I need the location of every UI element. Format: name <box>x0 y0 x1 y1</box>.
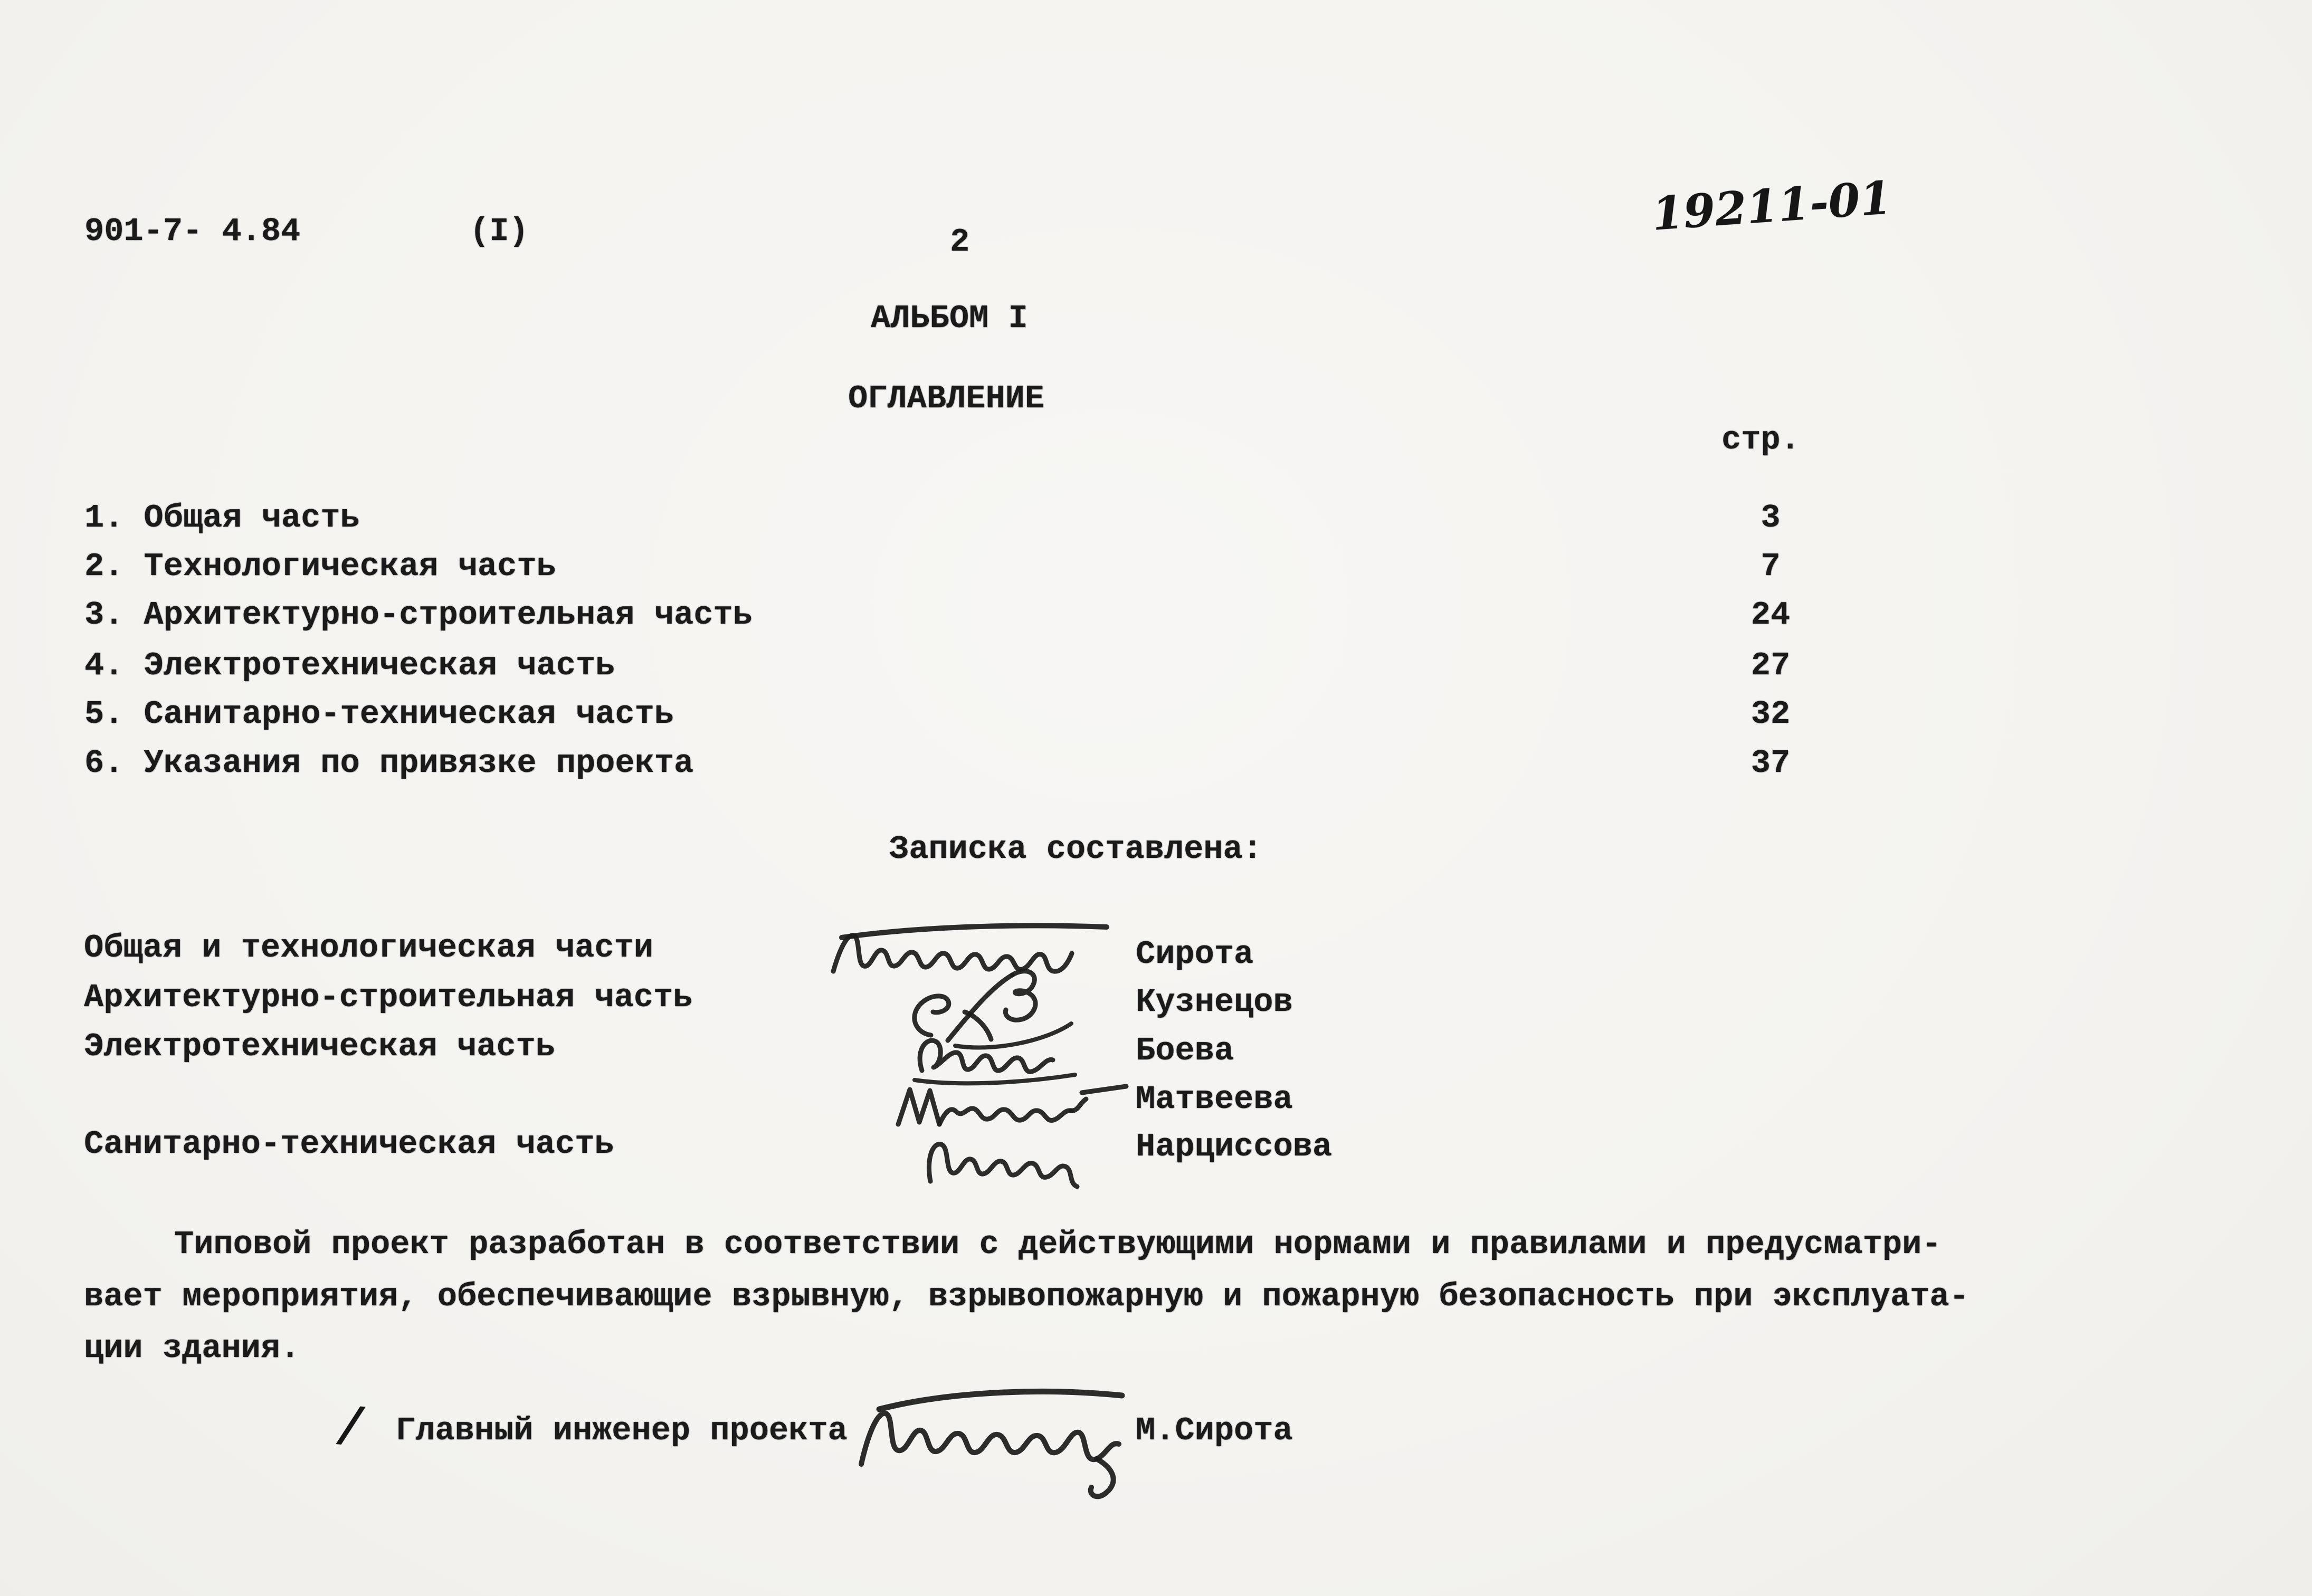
signer-name-sirota: Сирота <box>1136 935 1254 973</box>
body-paragraph-line-1: Типовой проект разработан в соответствии с действующими нормами и правилами и предусматри- <box>174 1226 1942 1263</box>
toc-item-title: Общая часть <box>144 499 360 537</box>
part-label-sanitary: Санитарно-техническая часть <box>84 1125 614 1163</box>
handwritten-doc-code: 19211-01 <box>1650 171 1894 241</box>
chief-engineer-role-label: Главный инженер проекта <box>396 1412 848 1449</box>
toc-title: ОГЛАВЛЕНИЕ <box>848 380 1045 417</box>
toc-item-title: Указания по привязке проекта <box>144 744 694 782</box>
toc-item-title: Электротехническая часть <box>144 647 615 684</box>
signer-name-narcissova: Нарциссова <box>1136 1128 1333 1165</box>
handwritten-tick-mark: / <box>339 1394 363 1454</box>
toc-item-number: 2. <box>84 548 124 585</box>
signature-chief-engineer <box>850 1374 1129 1501</box>
toc-item <box>84 500 360 536</box>
toc-item-page: 37 <box>1750 744 1791 782</box>
toc-item-number: 1. <box>84 499 124 537</box>
volume-mark: (I) <box>470 213 529 250</box>
toc-item-title: Технологическая часть <box>144 548 556 585</box>
toc-item <box>84 696 674 732</box>
toc-item-page: 32 <box>1750 695 1791 733</box>
chief-engineer-name: М.Сирота <box>1136 1412 1293 1449</box>
body-paragraph-line-3: ции здания. <box>84 1330 300 1367</box>
toc-item <box>84 597 753 633</box>
toc-item <box>84 549 556 585</box>
toc-item-number: 5. <box>84 695 124 733</box>
toc-item-page: 27 <box>1750 647 1791 684</box>
toc-item-number: 4. <box>84 647 124 684</box>
toc-item-page: 7 <box>1761 548 1781 585</box>
toc-item-title: Архитектурно-строительная часть <box>144 596 753 634</box>
body-paragraph-line-2: вает мероприятия, обеспечивающие взрывную, взрывопожарную и пожарную безопасность при эксплуата- <box>84 1278 1969 1315</box>
signer-name-boeva: Боева <box>1136 1032 1234 1069</box>
toc-item-page: 3 <box>1761 499 1781 537</box>
page-column-header: стр. <box>1721 421 1800 458</box>
album-title: АЛЬБОМ I <box>871 300 1028 337</box>
toc-item-number: 3. <box>84 596 124 634</box>
part-label-architectural: Архитектурно-строительная часть <box>84 979 693 1016</box>
doc-number: 901-7- 4.84 <box>84 213 301 250</box>
signer-name-kuznetsov: Кузнецов <box>1136 983 1293 1021</box>
note-compiled-heading: Записка составлена: <box>889 830 1262 868</box>
signature-narcissova <box>921 1126 1095 1192</box>
signer-name-matveeva: Матвеева <box>1136 1081 1293 1118</box>
signature-matveeva <box>892 1074 1129 1134</box>
toc-item-title: Санитарно-техническая часть <box>144 695 674 733</box>
toc-item <box>84 648 615 684</box>
toc-item-page: 24 <box>1750 596 1791 634</box>
page-number: 2 <box>950 223 970 261</box>
part-label-electrical: Электротехническая часть <box>84 1028 555 1065</box>
part-label-general-technological: Общая и технологическая части <box>84 929 653 967</box>
toc-item-number: 6. <box>84 744 124 782</box>
toc-item <box>84 746 693 781</box>
